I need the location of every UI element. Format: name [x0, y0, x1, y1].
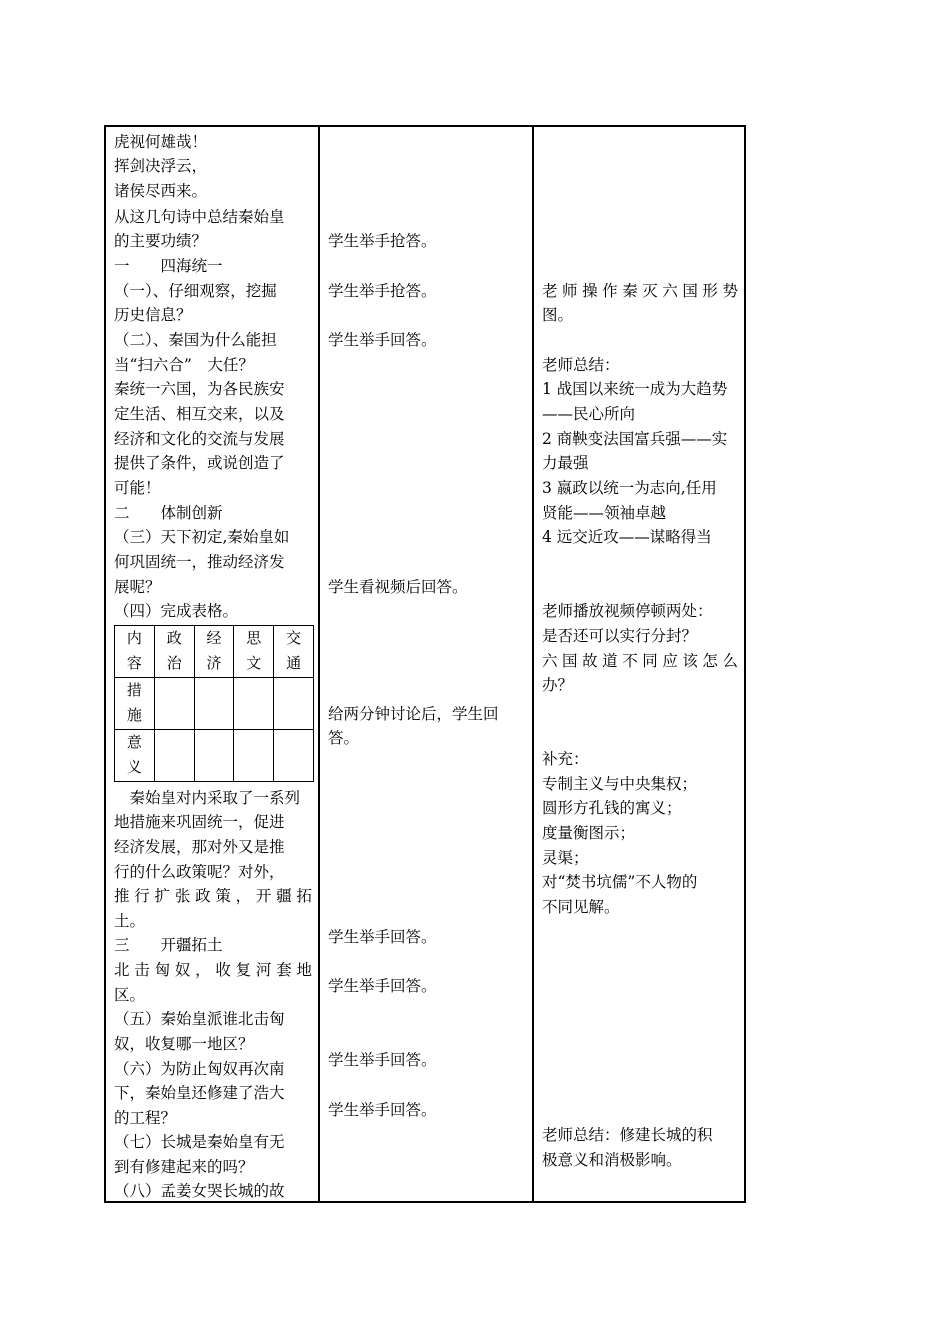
content-line: 的工程？	[114, 1109, 177, 1127]
activity-line: 学生举手抢答。	[328, 282, 437, 300]
teacher-line: 专制主义与中央集权；	[542, 775, 698, 793]
lesson-table	[104, 125, 746, 1203]
activity-line: 学生举手抢答。	[328, 232, 437, 250]
teacher-line: 图。	[542, 306, 574, 324]
content-line: 到有修建起来的吗？	[114, 1158, 254, 1176]
teacher-line: 不同见解。	[542, 898, 620, 916]
column-divider	[318, 127, 320, 1201]
table-row-label: 措 施	[115, 678, 155, 730]
teacher-line: 是否还可以实行分封？	[542, 627, 698, 645]
content-line: （六）为防止匈奴再次南	[114, 1060, 285, 1078]
content-line: （一）、仔细观察，挖掘	[114, 282, 277, 300]
table-row-label: 意 义	[115, 730, 155, 782]
teacher-line: 老师总结：修建长城的积	[542, 1126, 713, 1144]
teacher-line: 办？	[542, 676, 574, 694]
activity-line: 学生举手回答。	[328, 977, 437, 995]
table-header-cell: 思 文	[234, 626, 274, 678]
table-cell	[234, 678, 274, 730]
teacher-line: 圆形方孔钱的寓义；	[542, 799, 682, 817]
teacher-line: 2 商鞅变法国富兵强——实	[542, 430, 728, 448]
table-cell	[274, 678, 314, 730]
content-line: 推行扩张政策，开疆拓	[114, 887, 312, 905]
content-line: （四）完成表格。	[114, 602, 239, 620]
table-cell	[194, 730, 234, 782]
measures-table	[114, 625, 314, 782]
content-line: （八）孟姜女哭长城的故	[114, 1182, 285, 1200]
section-heading: 三 开疆拓土	[114, 936, 223, 954]
content-line: 奴，收复哪一地区？	[114, 1035, 254, 1053]
table-cell	[274, 730, 314, 782]
activity-line: 学生举手回答。	[328, 331, 437, 349]
teacher-line: 3 嬴政以统一为志向,任用	[542, 479, 717, 497]
teacher-line: 老师播放视频停顿两处：	[542, 602, 713, 620]
content-line: 当“扫六合” 大任？	[114, 356, 254, 374]
teacher-line: ——民心所向	[542, 405, 636, 423]
content-line: 从这几句诗中总结秦始皇	[114, 208, 285, 226]
content-line: 的主要功绩？	[114, 232, 208, 250]
teacher-line: 贤能——领袖卓越	[542, 504, 667, 522]
content-line: 秦始皇对内采取了一系列	[114, 789, 301, 807]
teacher-line: 补充：	[542, 750, 589, 768]
content-line: 展呢？	[114, 578, 161, 596]
table-cell	[194, 678, 234, 730]
teacher-line: 4 远交近攻——谋略得当	[542, 528, 712, 546]
teacher-line: 对“焚书坑儒”不人物的	[542, 873, 698, 891]
section-heading: 一 四海统一	[114, 257, 223, 275]
content-line: 下，秦始皇还修建了浩大	[114, 1084, 285, 1102]
content-line: 诸侯尽西来。	[114, 182, 208, 200]
table-header-cell: 交 通	[274, 626, 314, 678]
content-line: 虎视何雄哉！	[114, 133, 208, 151]
content-line: 提供了条件，或说创造了	[114, 454, 285, 472]
content-line: （三）天下初定,秦始皇如	[114, 528, 290, 546]
content-line: 经济发展，那对外又是推	[114, 838, 285, 856]
content-line: 土。	[114, 912, 146, 930]
table-cell	[154, 730, 194, 782]
teacher-line: 度量衡图示；	[542, 824, 636, 842]
section-heading: 二 体制创新	[114, 504, 223, 522]
content-line: 经济和文化的交流与发展	[114, 430, 285, 448]
table-header-cell: 内 容	[115, 626, 155, 678]
content-line: 行的什么政策呢？对外，	[114, 863, 285, 881]
content-line: 定生活、相互交来，以及	[114, 405, 285, 423]
activity-line: 学生看视频后回答。	[328, 578, 468, 596]
activity-line: 答。	[328, 729, 360, 747]
teacher-line: 六国故道不同应该怎么	[542, 652, 738, 670]
content-line: 可能！	[114, 479, 161, 497]
teacher-line: 老师总结：	[542, 356, 620, 374]
table-header-cell: 经 济	[194, 626, 234, 678]
content-line: 区。	[114, 986, 146, 1004]
table-cell	[154, 678, 194, 730]
teacher-line: 老师操作秦灭六国形势	[542, 282, 738, 300]
content-line: 挥剑决浮云，	[114, 157, 208, 175]
table-header-cell: 政 治	[154, 626, 194, 678]
teacher-line: 极意义和消极影响。	[542, 1151, 682, 1169]
content-line: （七）长城是秦始皇有无	[114, 1133, 285, 1151]
content-line: 北击匈奴，收复河套地	[114, 961, 312, 979]
content-line: 秦统一六国，为各民族安	[114, 380, 285, 398]
activity-line: 给两分钟讨论后，学生回	[328, 705, 499, 723]
activity-line: 学生举手回答。	[328, 1051, 437, 1069]
content-line: 历史信息？	[114, 306, 192, 324]
activity-line: 学生举手回答。	[328, 928, 437, 946]
content-line: 地措施来巩固统一，促进	[114, 813, 285, 831]
activity-line: 学生举手回答。	[328, 1101, 437, 1119]
teacher-line: 力最强	[542, 454, 589, 472]
column-divider	[532, 127, 534, 1201]
content-line: （二）、秦国为什么能担	[114, 331, 277, 349]
content-line: 何巩固统一，推动经济发	[114, 553, 285, 571]
content-line: （五）秦始皇派谁北击匈	[114, 1010, 285, 1028]
table-cell	[234, 730, 274, 782]
teacher-line: 1 战国以来统一成为大趋势	[542, 380, 728, 398]
teacher-line: 灵渠；	[542, 849, 589, 867]
